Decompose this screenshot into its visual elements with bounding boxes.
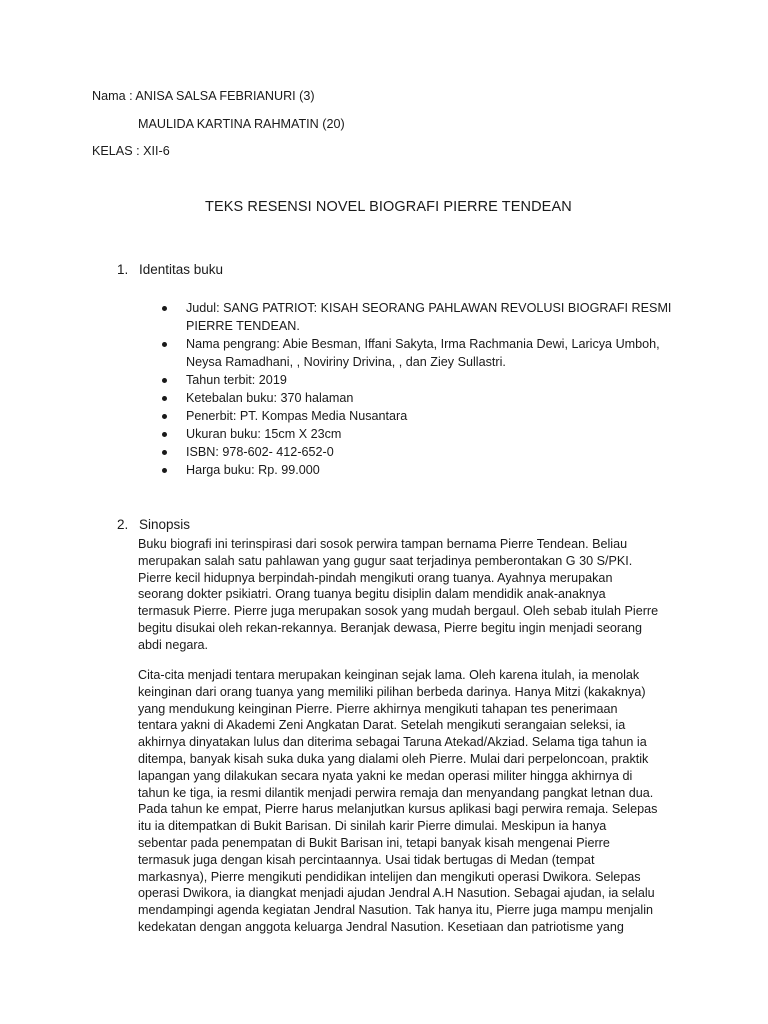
list-item-text: Ukuran buku: 15cm X 23cm: [186, 427, 342, 441]
page-title: TEKS RESENSI NOVEL BIOGRAFI PIERRE TENDEAN: [205, 199, 572, 215]
bullet-icon: [162, 342, 167, 347]
list-item-text: PIERRE TENDEAN.: [186, 319, 300, 333]
paragraph-line: abdi negara.: [138, 637, 209, 652]
paragraph-line: Buku biografi ini terinspirasi dari sosok perwira tampan bernama Pierre Tendean. Beliau: [138, 537, 628, 551]
paragraph-line: termasuk juga dengan kisah percintaannya. Usai tidak bertugas di Medan (tempat: [138, 852, 595, 867]
paragraph-line: lapangan yang dilakukan secara nyata yakni ke medan operasi militer hingga akhirnya di: [138, 768, 633, 783]
list-item-text: Nama pengrang: Abie Besman, Iffani Sakyta, Irma Rachmania Dewi, Laricya Umboh,: [186, 337, 660, 351]
paragraph-line: Cita-cita menjadi tentara merupakan keinginan sejak lama. Oleh karena itulah, ia menolak: [138, 668, 640, 682]
list-item: [160, 335, 720, 371]
bullet-icon: [162, 378, 167, 383]
paragraph-line: begitu disukai oleh rekan-rekannya. Beranjak dewasa, Pierre begitu ingin menjadi seorang: [138, 620, 643, 635]
student-name-second: MAULIDA KARTINA RAHMATIN (20): [138, 117, 345, 131]
section-2-number: 2.: [117, 517, 129, 532]
list-item-text: ISBN: 978-602- 412-652-0: [186, 445, 334, 459]
paragraph-line: termasuk Pierre. Pierre juga merupakan sosok yang mudah bergaul. Oleh sebab itulah Pierre: [138, 604, 659, 619]
list-item: [160, 407, 720, 425]
book-identity-list: [160, 299, 720, 479]
bullet-icon: [162, 468, 167, 473]
bullet-icon: [162, 306, 167, 311]
paragraph-line: ditempa, banyak kisah suka duka yang dialami oleh Pierre. Mulai dari perpeloncoan, praktik: [138, 751, 649, 766]
paragraph-line: keinginan dari orang tuanya yang memiliki pilihan berbeda darinya. Hanya Mitzi (kakaknya): [138, 684, 646, 699]
section-1-title: Identitas buku: [139, 262, 224, 277]
section-1-number: 1.: [117, 262, 129, 277]
paragraph-line: operasi Dwikora, ia diangkat menjadi ajudan Jendral A.H Nasution. Sebagai ajudan, ia selalu: [138, 886, 655, 901]
synopsis-paragraph-1: [138, 536, 678, 654]
class-line: KELAS : XII-6: [92, 144, 170, 158]
bullet-icon: [162, 450, 167, 455]
paragraph-line: mendampingi agenda kegiatan Jendral Nasution. Tak hanya itu, Pierre juga mampu menjalin: [138, 903, 654, 918]
bullet-icon: [162, 396, 167, 401]
list-item-text: Neysa Ramadhani, , Noviriny Drivina, , dan Ziey Sullastri.: [186, 355, 506, 369]
paragraph-line: Pierre kecil hidupnya berpindah-pindah mengikuti orang tuanya. Ayahnya merupakan: [138, 570, 613, 585]
list-item-text: Judul: SANG PATRIOT: KISAH SEORANG PAHLAWAN REVOLUSI BIOGRAFI RESMI: [186, 301, 672, 315]
paragraph-line: merupakan salah satu pahlawan yang gugur saat terjadinya pemberontakan G 30 S/PKI.: [138, 553, 633, 568]
paragraph-line: seorang dokter psikiatri. Orang tuanya begitu disiplin dalam mendidik anak-anaknya: [138, 587, 606, 602]
bullet-icon: [162, 432, 167, 437]
paragraph-line: kedekatan dengan anggota keluarga Jendral Nasution. Kesetiaan dan patriotisme yang: [138, 919, 624, 934]
list-item: [160, 461, 720, 479]
section-2-title: Sinopsis: [139, 517, 191, 532]
paragraph-line: akhirnya dinyatakan lulus dan diterima sebagai Taruna Atekad/Akziad. Selama tiga tahun ia: [138, 735, 647, 750]
list-item-text: Penerbit: PT. Kompas Media Nusantara: [186, 409, 408, 423]
list-item-text: Harga buku: Rp. 99.000: [186, 463, 320, 477]
student-name-line: Nama : ANISA SALSA FEBRIANURI (3): [92, 89, 315, 103]
list-item-text: Ketebalan buku: 370 halaman: [186, 391, 354, 405]
list-item: [160, 425, 720, 443]
list-item: [160, 389, 720, 407]
paragraph-line: sebentar pada penempatan di Bukit Barisan ini, tetapi banyak kisah mengenai Pierre: [138, 835, 610, 850]
synopsis-paragraph-2: [138, 667, 678, 936]
list-item: [160, 299, 720, 335]
list-item-text: Tahun terbit: 2019: [186, 373, 287, 387]
list-item: [160, 443, 720, 461]
paragraph-line: Pada tahun ke empat, Pierre harus melanjutkan kursus aplikasi bagi perwira remaja. Selepas: [138, 802, 658, 817]
paragraph-line: itu ia ditempatkan di Bukit Barisan. Di sinilah karir Pierre dimulai. Meskipun ia hanya: [138, 819, 607, 834]
paragraph-line: yang mendukung keinginan Pierre. Pierre akhirnya mengikuti tahapan tes penerimaan: [138, 701, 618, 716]
paragraph-line: tentara yakni di Akademi Zeni Angkatan Darat. Setelah mengikuti serangaian seleksi, ia: [138, 718, 626, 733]
paragraph-line: tahun ke tiga, ia resmi dilantik menjadi perwira remaja dan menyandang pangkat letnan dua.: [138, 785, 654, 800]
paragraph-line: markasnya), Pierre mengikuti pendidikan intelijen dan mengikuti operasi Dwikora. Selepas: [138, 869, 641, 884]
bullet-icon: [162, 414, 167, 419]
list-item: [160, 371, 720, 389]
